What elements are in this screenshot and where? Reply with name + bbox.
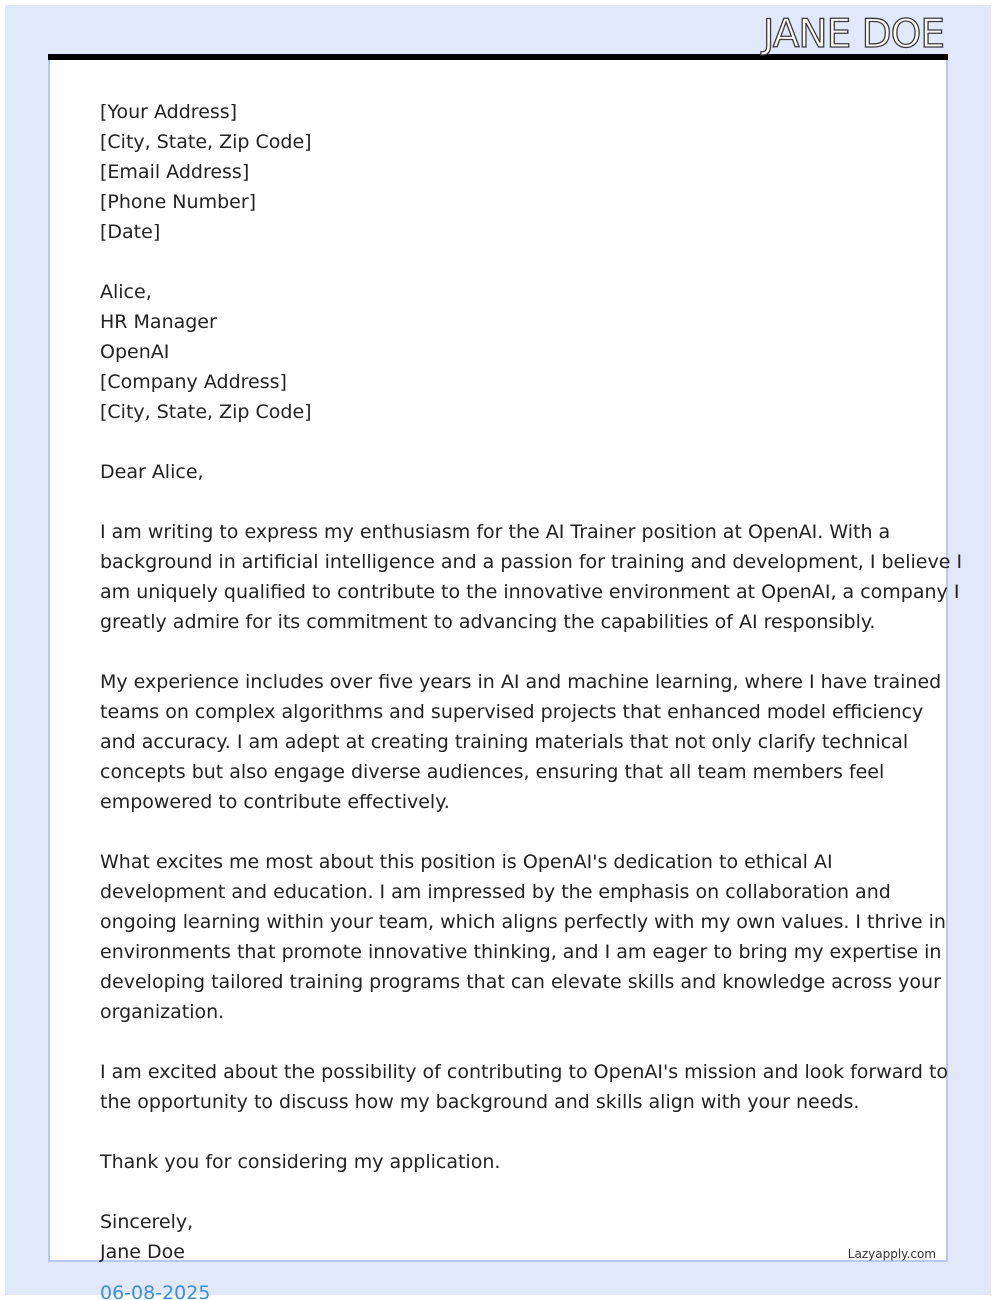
signature-name: Jane Doe	[100, 1241, 185, 1263]
paragraph-line: What excites me most about this position is OpenAI's dedication to ethical AI	[100, 851, 833, 873]
spacer	[100, 817, 910, 847]
spacer	[100, 637, 910, 667]
sender-phone: [Phone Number]	[100, 191, 257, 213]
recipient-block	[100, 277, 910, 427]
paragraph-line: the opportunity to discuss how my background and skills align with your needs.	[100, 1091, 860, 1113]
paragraph-5	[100, 1147, 910, 1177]
recipient-city-state-zip: [City, State, Zip Code]	[100, 401, 312, 423]
spacer	[100, 487, 910, 517]
recipient-company: OpenAI	[100, 341, 170, 363]
paragraph-line: and accuracy. I am adept at creating training materials that not only clarify technical	[100, 731, 909, 753]
paragraph-line: background in artificial intelligence and a passion for training and development, I believe I	[100, 551, 963, 573]
paragraph-line: developing tailored training programs that can elevate skills and knowledge across your	[100, 971, 941, 993]
paragraph-line: am uniquely qualified to contribute to the innovative environment at OpenAI, a company I	[100, 581, 960, 603]
spacer	[100, 247, 910, 277]
paragraph-1	[100, 517, 963, 637]
paragraph-line: I am writing to express my enthusiasm for the AI Trainer position at OpenAI. With a	[100, 521, 891, 543]
paragraph-line: My experience includes over five years in AI and machine learning, where I have trained	[100, 671, 942, 693]
paragraph-line: Thank you for considering my application.	[100, 1151, 501, 1173]
paragraph-line: teams on complex algorithms and supervised projects that enhanced model efficiency	[100, 701, 924, 723]
spacer	[100, 1177, 910, 1207]
paragraph-line: ongoing learning within your team, which aligns perfectly with my own values. I thrive in	[100, 911, 946, 933]
spacer	[100, 1027, 910, 1057]
sender-date: [Date]	[100, 221, 161, 243]
header-name: JANE DOE	[762, 12, 944, 57]
sender-city-state-zip: [City, State, Zip Code]	[100, 131, 312, 153]
watermark-text: Lazyapply.com	[847, 1247, 936, 1261]
paragraph-line: organization.	[100, 1001, 225, 1023]
paragraph-line: concepts but also engage diverse audiences, ensuring that all team members feel	[100, 761, 885, 783]
spacer	[100, 427, 910, 457]
paragraph-line: I am excited about the possibility of contributing to OpenAI's mission and look forward to	[100, 1061, 949, 1083]
paragraph-line: empowered to contribute effectively.	[100, 791, 450, 813]
footer-date: 06-08-2025	[100, 1282, 211, 1300]
letter-body	[100, 97, 963, 1267]
sender-email: [Email Address]	[100, 161, 250, 183]
sender-block	[100, 97, 910, 247]
paragraph-line: greatly admire for its commitment to advancing the capabilities of AI responsibly.	[100, 611, 876, 633]
recipient-title: HR Manager	[100, 311, 217, 333]
recipient-name: Alice,	[100, 281, 152, 303]
paragraph-2	[100, 667, 942, 817]
sender-address: [Your Address]	[100, 101, 238, 123]
paragraph-line: development and education. I am impressed by the emphasis on collaboration and	[100, 881, 891, 903]
paragraph-line: environments that promote innovative thinking, and I am eager to bring my expertise in	[100, 941, 942, 963]
spacer	[100, 1117, 910, 1147]
salutation: Dear Alice,	[100, 461, 204, 483]
recipient-address: [Company Address]	[100, 371, 287, 393]
paragraph-4	[100, 1057, 949, 1117]
paragraph-3	[100, 847, 946, 1027]
closing: Sincerely,	[100, 1211, 194, 1233]
